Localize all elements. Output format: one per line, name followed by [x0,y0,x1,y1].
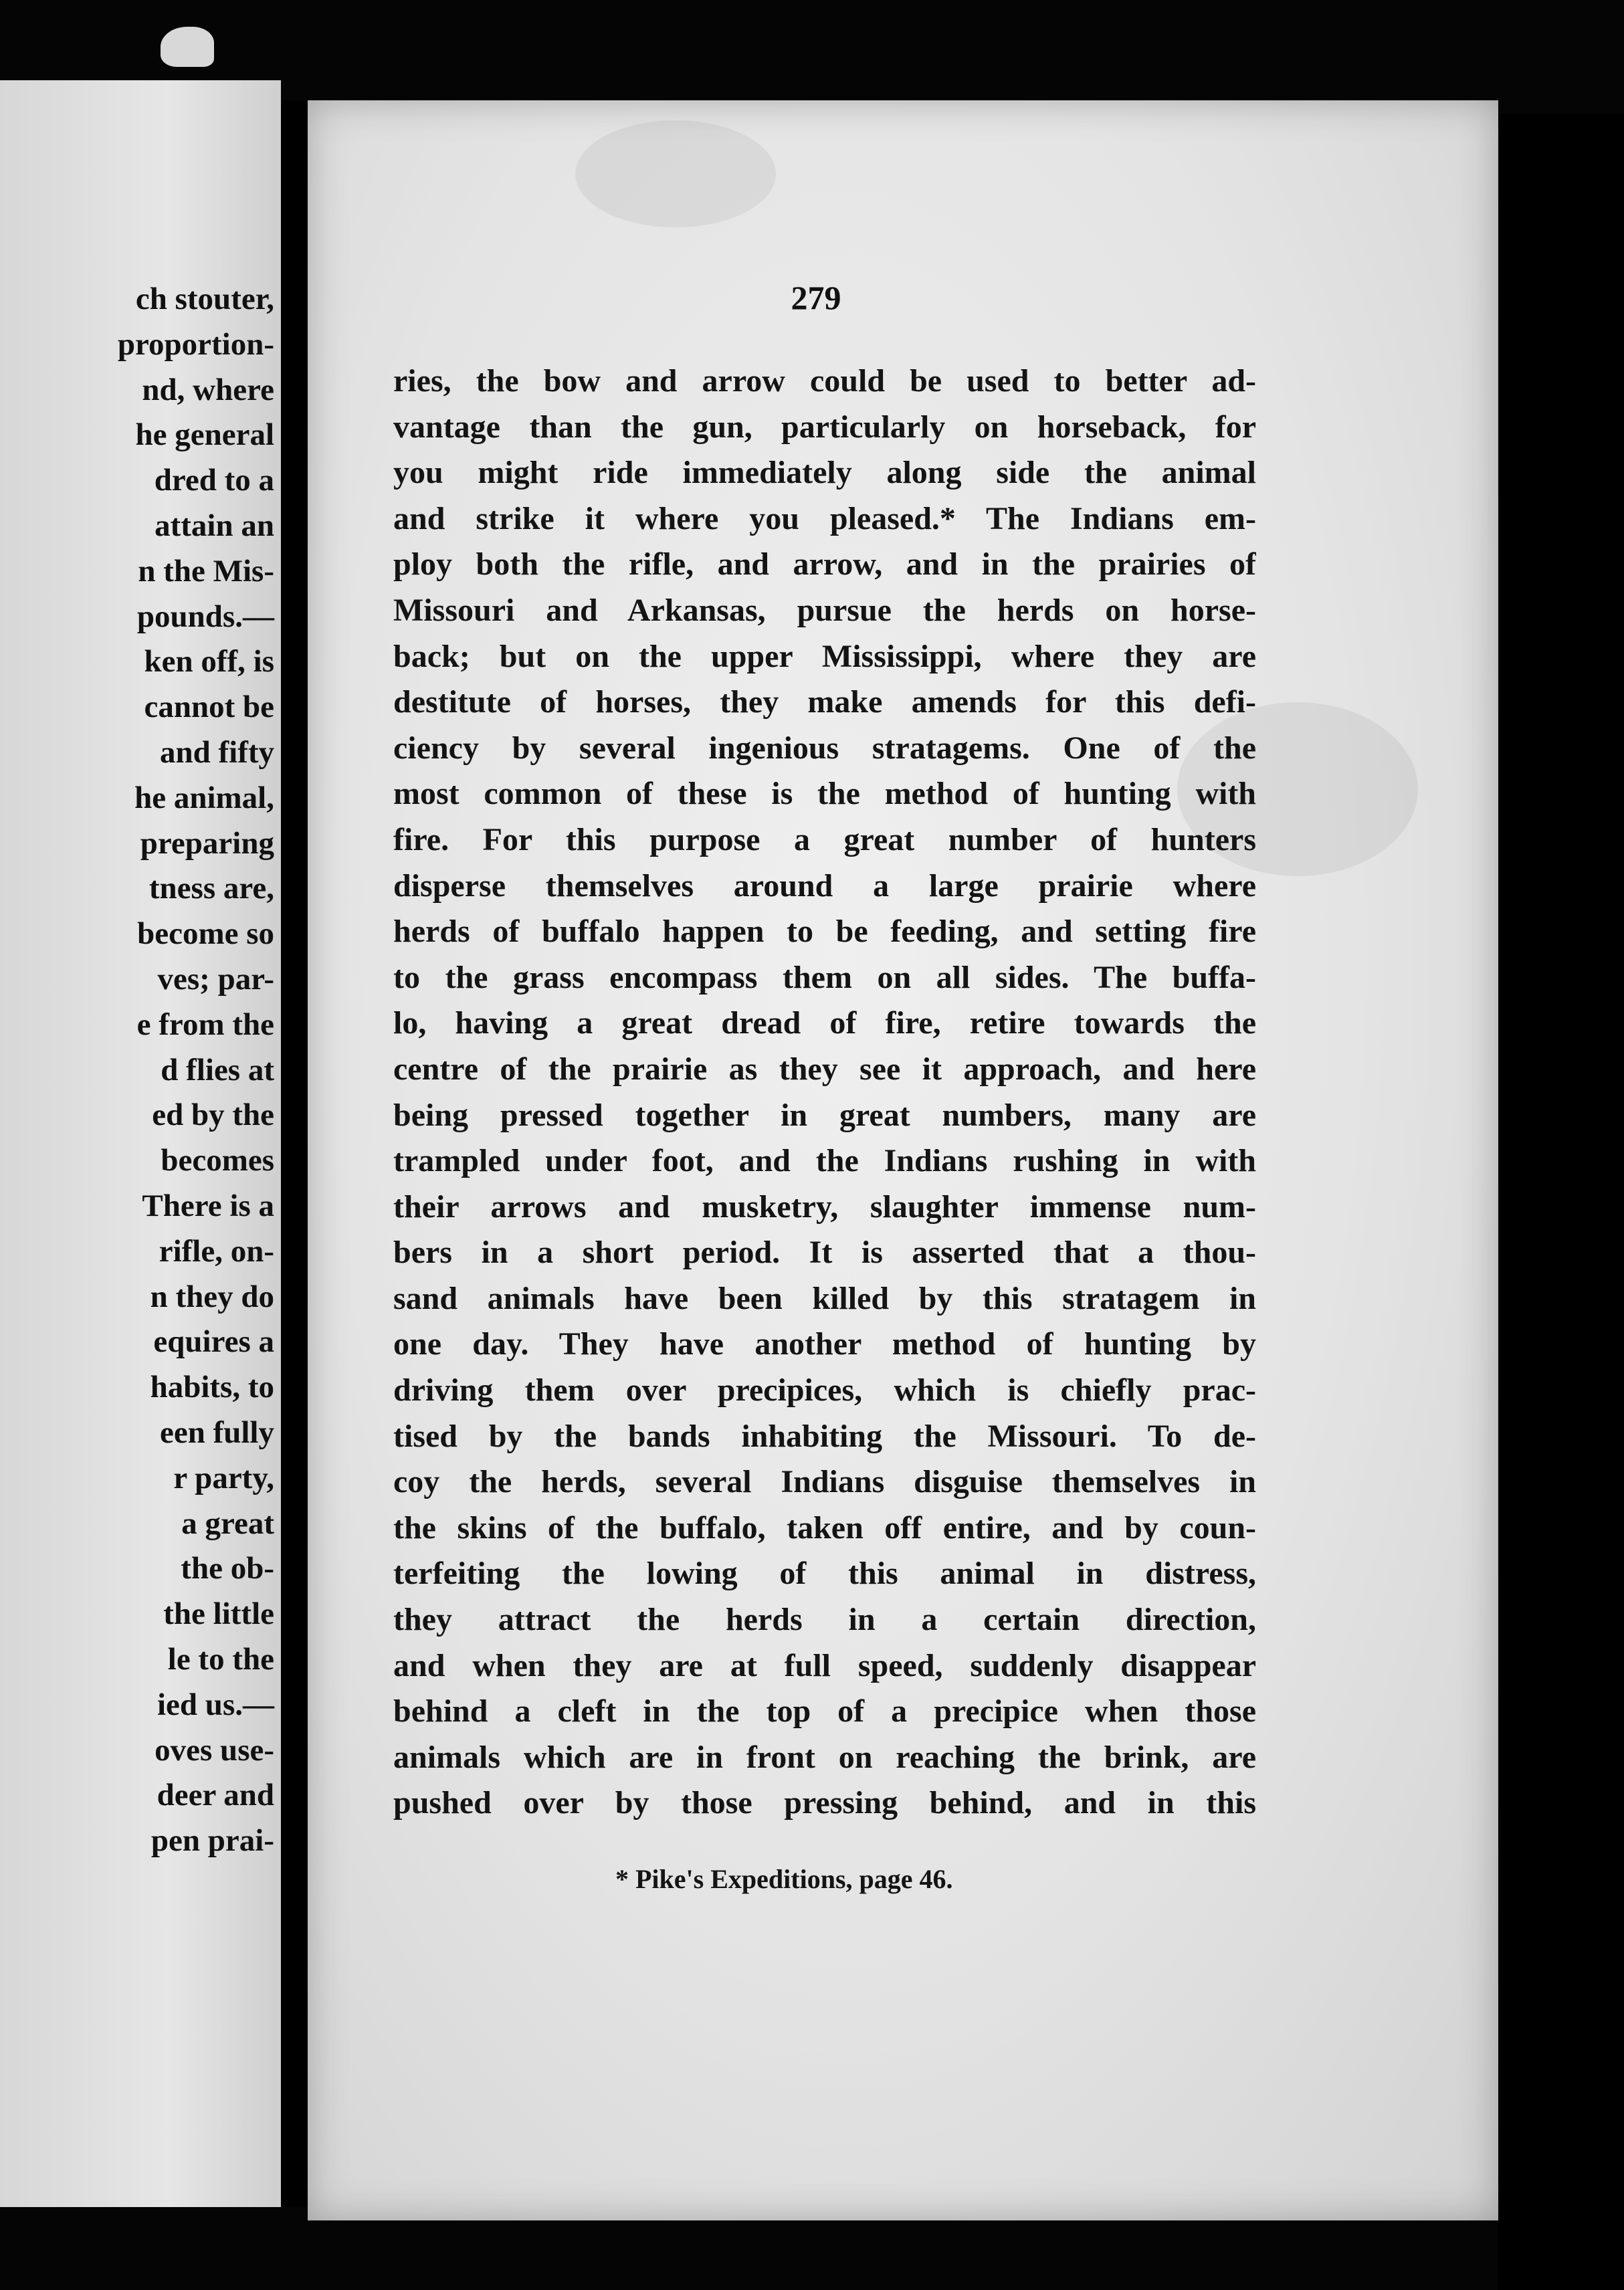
left-page-line: n they do [150,1279,274,1314]
body-line: terfeiting the lowing of this animal in distress, [393,1556,1256,1592]
left-page-line: nd, where [142,372,274,407]
left-page-line: tness are, [148,871,274,906]
footnote: * Pike's Expeditions, page 46. [615,1864,953,1894]
left-page-line: pen prai- [150,1823,274,1859]
body-line: and strike it where you pleased.* The Indians em- [393,500,1256,536]
body-line: Missouri and Arkansas, pursue the herds on horse- [393,592,1256,628]
page-stain [575,120,776,227]
left-page [0,80,281,2207]
scan-edge [1498,114,1624,2290]
body-line: animals which are in front on reaching the brink, are [393,1739,1256,1775]
body-line: fire. For this purpose a great number of hunters [393,821,1256,857]
left-page-line: ed by the [152,1098,274,1133]
body-line: driving them over precipices, which is chiefly prac- [393,1372,1256,1409]
left-page-line: and fifty [159,735,274,770]
torn-paper-fragment [161,27,214,67]
left-page-line: preparing [140,825,274,861]
left-page-line: the little [163,1596,274,1632]
left-page-line: attain an [155,508,274,543]
body-line: herds of buffalo happen to be feeding, and setting fire [393,914,1256,950]
body-line: the skins of the buffalo, taken off entire, and by coun- [393,1510,1256,1546]
body-line: disperse themselves around a large prairie where [393,867,1256,904]
body-line: their arrows and musketry, slaughter immense num- [393,1188,1256,1225]
left-page-line: become so [137,916,274,952]
body-line: bers in a short period. It is asserted that a thou- [393,1235,1256,1271]
body-line: trampled under foot, and the Indians rushing in with [393,1143,1256,1179]
left-page-line: cannot be [144,690,274,725]
left-page-line: equires a [153,1324,274,1360]
left-page-line: habits, to [150,1370,274,1405]
body-line: you might ride immediately along side the animal [393,455,1256,491]
left-page-line: een fully [159,1415,274,1450]
body-line: one day. They have another method of hunting by [393,1326,1256,1362]
left-page-line: ch stouter, [135,282,274,316]
left-page-line: ken off, is [144,644,274,680]
left-page-line: r party, [173,1460,274,1495]
body-line: destitute of horses, they make amends for this defi- [393,684,1256,720]
body-line: back; but on the upper Mississippi, where they are [393,638,1256,674]
left-page-line: rifle, on- [159,1233,274,1269]
body-line: most common of these is the method of hunting with [393,776,1256,812]
left-page-line: ied us.— [157,1687,274,1722]
body-line: ciency by several ingenious stratagems. One of the [393,730,1256,766]
left-page-line: he general [135,417,274,453]
body-line: vantage than the gun, particularly on horseback, for [393,409,1256,445]
body-line: behind a cleft in the top of a precipice when those [393,1693,1256,1730]
body-line: tised by the bands inhabiting the Missouri. To de- [393,1418,1256,1454]
body-line: to the grass encompass them on all sides. The buffa- [393,959,1256,995]
body-line: ploy both the rifle, and arrow, and in the prairies of [393,546,1256,583]
left-page-line: becomes [161,1143,274,1178]
left-page-line: ves; par- [157,962,274,997]
body-line: being pressed together in great numbers, many are [393,1097,1256,1133]
body-line: pushed over by those pressing behind, and in this [393,1785,1256,1821]
body-line: and when they are at full speed, suddenly disappear [393,1647,1256,1683]
body-line: sand animals have been killed by this stratagem in [393,1280,1256,1316]
left-page-line: deer and [157,1778,274,1813]
left-page-line: d flies at [161,1052,274,1087]
body-text [393,358,1256,1827]
left-page-line: a great [181,1505,274,1541]
left-page-line: the ob- [181,1551,274,1586]
left-page-line: There is a [142,1188,274,1223]
body-line: centre of the prairie as they see it approach, and here [393,1051,1256,1087]
body-line: coy the herds, several Indians disguise themselves in [393,1464,1256,1500]
body-line: lo, having a great dread of fire, retire towards the [393,1005,1256,1041]
left-page-line: he animal, [134,780,274,815]
left-page-line: n the Mis- [138,553,274,589]
left-page-line: pounds.— [136,599,274,634]
left-page-line: dred to a [154,463,274,498]
left-page-line: e from the [136,1007,274,1042]
left-page-line: le to the [167,1642,274,1677]
left-page-line: proportion- [117,326,274,362]
body-line: ries, the bow and arrow could be used to better ad- [393,363,1256,399]
book-gutter [281,100,308,2207]
body-line: they attract the herds in a certain direction, [393,1602,1256,1638]
page-number: 279 [791,279,841,316]
left-page-line: oves use- [155,1732,274,1768]
